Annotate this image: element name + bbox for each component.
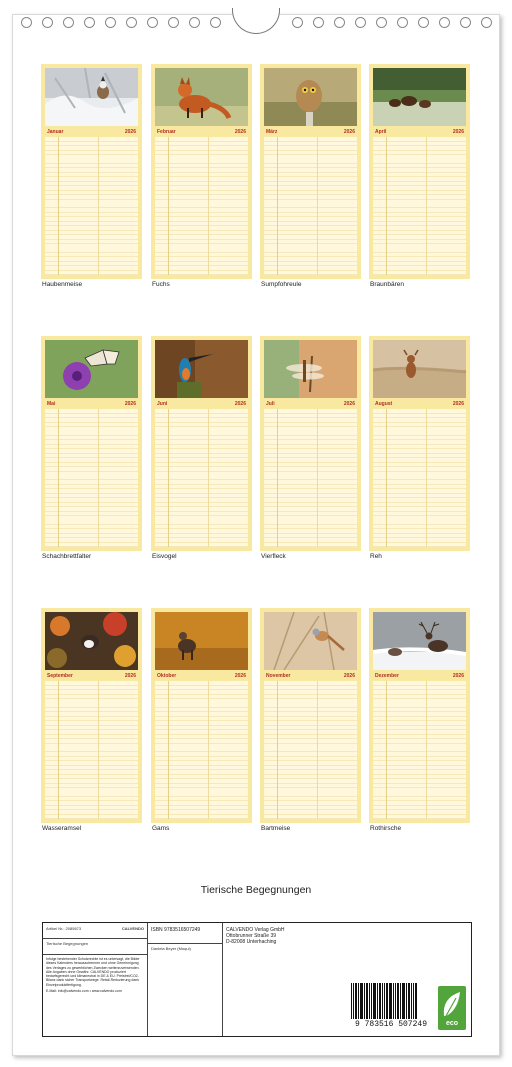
- binding-hole: [334, 17, 345, 28]
- month-year: 2026: [452, 129, 464, 135]
- month-name: Januar: [47, 129, 64, 135]
- calvendo-logo: CALVENDO: [121, 926, 144, 931]
- month-panel-november: [260, 608, 361, 823]
- eco-text: eco: [445, 1020, 459, 1027]
- month-caption: Schachbrettfalter: [42, 553, 92, 560]
- photo-wasseramsel: [45, 612, 138, 670]
- month-name: Mai: [47, 401, 56, 407]
- month-panel-maerz: [260, 64, 361, 279]
- publisher-city: D-82008 Unterhaching: [226, 939, 277, 945]
- binding-hole: [63, 17, 74, 28]
- month-caption: Wasseramsel: [42, 825, 82, 832]
- month-name: April: [375, 129, 387, 135]
- month-name: Juni: [157, 401, 168, 407]
- eco-label: [438, 986, 466, 1030]
- month-year: 2026: [343, 129, 355, 135]
- month-grid: [264, 137, 357, 275]
- binding-hole: [126, 17, 137, 28]
- month-grid: [264, 409, 357, 547]
- product-info-box: [42, 922, 472, 1037]
- binding-hole: [21, 17, 32, 28]
- month-panel-mai: [41, 336, 142, 551]
- month-grid: [155, 681, 248, 819]
- month-grid: [45, 681, 138, 819]
- photo-reh: [373, 340, 466, 398]
- month-year: 2026: [234, 129, 246, 135]
- binding-hole: [355, 17, 366, 28]
- photo-bartmeise: [264, 612, 357, 670]
- month-panel-dezember: [369, 608, 470, 823]
- legal-notice: Infolge bestehender Schutzrechte ist es untersagt, die Bilder dieses Kalenders herauszutrennen und ohne Genehmigung des Verlages zu gewerblichen Zwecken weiterzuverwenden. Alle Angaben ohne Gewähr. CALVENDO produziert bedarfsgerecht und klimaneutral in DE & EU. Preisfrei/CO2-Bilanz dank sicher Transportwege. Retail-Reduzierung dank Einzelproduktfertigung.: [43, 954, 147, 989]
- month-year: 2026: [343, 673, 355, 679]
- month-caption: Braunbären: [370, 281, 404, 288]
- month-caption: Eisvogel: [152, 553, 177, 560]
- photo-rothirsche: [373, 612, 466, 670]
- month-year: 2026: [124, 129, 136, 135]
- author: Daniela Beyer (Moqui): [151, 946, 191, 951]
- photo-fuchs: [155, 68, 248, 126]
- binding-hole: [105, 17, 116, 28]
- month-year: 2026: [124, 673, 136, 679]
- month-panel-juli: [260, 336, 361, 551]
- binding-hole: [42, 17, 53, 28]
- month-caption: Bartmeise: [261, 825, 291, 832]
- binding-hole: [460, 17, 471, 28]
- binding-hole: [481, 17, 492, 28]
- barcode: [351, 983, 431, 1033]
- month-year: 2026: [234, 401, 246, 407]
- month-name: November: [266, 673, 291, 679]
- photo-haubenmeise: [45, 68, 138, 126]
- month-panel-september: [41, 608, 142, 823]
- binding-hole: [147, 17, 158, 28]
- month-grid: [373, 409, 466, 547]
- photo-eisvogel: [155, 340, 248, 398]
- photo-gams: [155, 612, 248, 670]
- info-column-left: [43, 923, 148, 1036]
- photo-braunbaeren: [373, 68, 466, 126]
- month-caption: Reh: [370, 553, 382, 560]
- binding-hole: [376, 17, 387, 28]
- month-name: Oktober: [157, 673, 177, 679]
- month-caption: Fuchs: [152, 281, 170, 288]
- publisher-street: Ottobrunner Straße 39: [226, 933, 277, 939]
- photo-sumpfohreule: [264, 68, 357, 126]
- month-name: Juli: [266, 401, 275, 407]
- calendar-title: Tierische Begegnungen: [200, 884, 312, 896]
- photo-schachbrettfalter: [45, 340, 138, 398]
- barcode-digits: 9 783516 507249: [354, 1020, 427, 1029]
- month-grid: [155, 409, 248, 547]
- month-year: 2026: [234, 673, 246, 679]
- binding-hole: [210, 17, 221, 28]
- month-grid: [373, 681, 466, 819]
- binding-hole: [292, 17, 303, 28]
- binding-hole: [397, 17, 408, 28]
- info-column-isbn: [148, 923, 223, 1036]
- month-name: Dezember: [375, 673, 399, 679]
- isbn: ISBN 9783516507249: [151, 927, 201, 933]
- info-calendar-title: Tierische Begegnungen: [43, 938, 147, 948]
- binding-hole: [418, 17, 429, 28]
- month-name: September: [47, 673, 73, 679]
- month-grid: [373, 137, 466, 275]
- month-panel-august: [369, 336, 470, 551]
- month-panel-januar: [41, 64, 142, 279]
- binding-hole: [189, 17, 200, 28]
- binding-hole: [313, 17, 324, 28]
- month-year: 2026: [452, 673, 464, 679]
- month-grid: [45, 137, 138, 275]
- article-number: Artikel Nr.: 2085673: [46, 926, 82, 931]
- month-panel-juni: [151, 336, 252, 551]
- month-caption: Rothirsche: [370, 825, 402, 832]
- month-caption: Vierfleck: [261, 553, 286, 560]
- month-grid: [264, 681, 357, 819]
- month-caption: Sumpfohreule: [261, 281, 302, 288]
- month-name: August: [375, 401, 393, 407]
- month-caption: Gams: [152, 825, 170, 832]
- binding-hole: [439, 17, 450, 28]
- month-grid: [45, 409, 138, 547]
- month-year: 2026: [124, 401, 136, 407]
- month-caption: Haubenmeise: [42, 281, 83, 288]
- photo-vierfleck: [264, 340, 357, 398]
- binding-hole: [168, 17, 179, 28]
- month-name: März: [266, 129, 278, 135]
- month-grid: [155, 137, 248, 275]
- month-name: Februar: [157, 129, 176, 135]
- binding-hole: [84, 17, 95, 28]
- publisher-info: [226, 927, 285, 945]
- month-panel-april: [369, 64, 470, 279]
- month-year: 2026: [452, 401, 464, 407]
- contact-info: E-Mail: info@calvendo.com • www.calvendo.com: [46, 989, 122, 994]
- month-panel-februar: [151, 64, 252, 279]
- publisher-name: CALVENDO Verlag GmbH: [226, 927, 285, 933]
- month-year: 2026: [343, 401, 355, 407]
- month-panel-oktober: [151, 608, 252, 823]
